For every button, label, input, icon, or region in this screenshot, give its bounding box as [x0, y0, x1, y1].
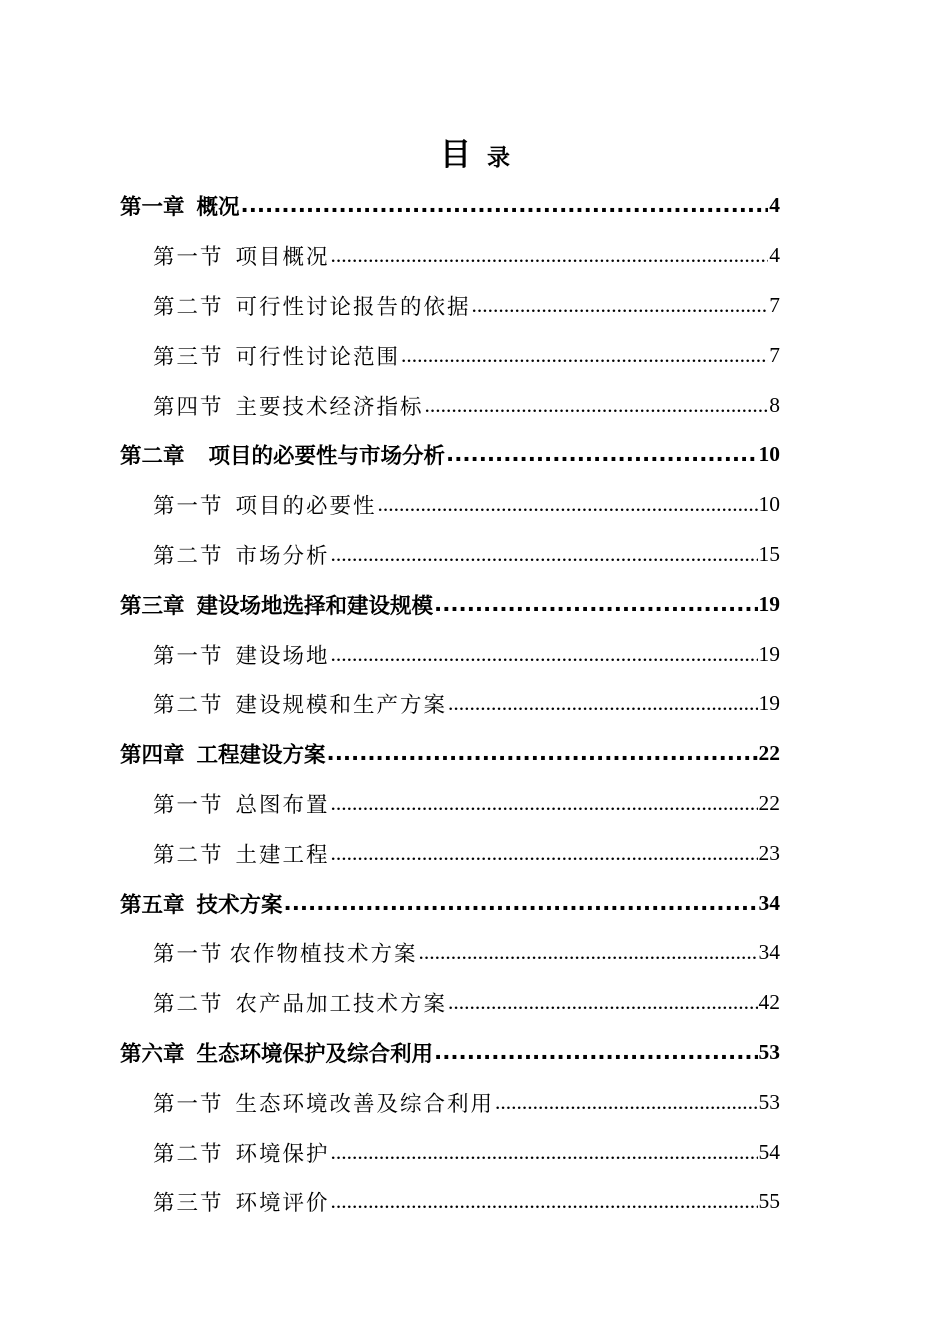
toc-heading-sub: 录 — [487, 145, 510, 171]
toc-entry-label — [153, 688, 447, 719]
toc-entry-title: 建设场地选择和建设规模 — [196, 593, 434, 619]
toc-page-number: 7 — [769, 292, 780, 317]
toc-dot-leader — [419, 940, 758, 965]
toc-dot-leader — [327, 741, 758, 766]
toc-chapter-entry[interactable] — [120, 878, 780, 928]
toc-entry-label — [153, 1186, 330, 1217]
toc-entry-label — [153, 240, 330, 271]
toc-entry-number: 第一节 — [153, 792, 224, 818]
toc-chapter-entry[interactable] — [120, 579, 780, 629]
toc-entry-title: 工程建设方案 — [196, 743, 326, 769]
toc-entry-label — [120, 1037, 433, 1068]
toc-section-entry[interactable] — [153, 1127, 780, 1177]
toc-entry-title: 环境评价 — [235, 1191, 330, 1217]
toc-entry-title: 市场分析 — [235, 543, 330, 569]
toc-entry-number: 第二节 — [153, 842, 224, 868]
toc-section-entry[interactable] — [153, 629, 780, 679]
toc-page-number: 8 — [769, 392, 780, 417]
toc-entry-label — [120, 888, 283, 919]
toc-entry-number: 第三章 — [120, 593, 185, 619]
toc-entry-label — [120, 190, 240, 221]
toc-entry-label — [153, 1087, 494, 1118]
toc-entry-number: 第五章 — [120, 892, 185, 918]
toc-section-entry[interactable] — [153, 281, 780, 331]
toc-entry-title: 项目的必要性与市场分析 — [208, 444, 446, 470]
toc-dot-leader — [284, 891, 758, 916]
toc-chapter-entry[interactable] — [120, 1028, 780, 1078]
toc-entry-number: 第二节 — [153, 294, 224, 320]
toc-page-number: 10 — [758, 492, 780, 517]
toc-dot-leader — [331, 791, 758, 816]
toc-entry-number: 第二节 — [153, 543, 224, 569]
toc-page-number: 22 — [758, 741, 780, 766]
toc-entry-label — [153, 788, 330, 819]
toc-page-number: 19 — [758, 591, 780, 616]
toc-section-entry[interactable] — [153, 679, 780, 729]
toc-entry-number: 第六章 — [120, 1041, 185, 1067]
toc-entry-title: 土建工程 — [235, 842, 330, 868]
toc-section-entry[interactable] — [153, 779, 780, 829]
toc-page-number: 15 — [758, 541, 780, 566]
toc-entry-number: 第三节 — [153, 1191, 224, 1217]
toc-entry-number: 第四章 — [120, 743, 185, 769]
toc-entry-number: 第一节 — [153, 245, 224, 271]
toc-section-entry[interactable] — [153, 231, 780, 281]
toc-section-entry[interactable] — [153, 330, 780, 380]
toc-page-number: 53 — [758, 1039, 780, 1064]
toc-entry-title: 项目的必要性 — [235, 494, 377, 520]
toc-entry-title: 总图布置 — [235, 792, 330, 818]
toc-dot-leader — [331, 841, 758, 866]
toc-entry-title: 主要技术经济指标 — [235, 394, 424, 420]
toc-entry-number: 第三节 — [153, 344, 224, 370]
toc-dot-leader — [434, 1040, 757, 1065]
toc-dot-leader — [331, 1140, 758, 1165]
toc-dot-leader — [378, 492, 758, 517]
toc-section-entry[interactable] — [153, 380, 780, 430]
toc-page-number: 7 — [769, 342, 780, 367]
toc-heading-main: 目 — [440, 137, 471, 173]
toc-section-entry[interactable] — [153, 1077, 780, 1127]
toc-page-number: 23 — [758, 840, 780, 865]
toc-page-number: 22 — [758, 790, 780, 815]
toc-dot-leader — [241, 193, 769, 218]
toc-entry-label — [120, 439, 445, 470]
toc-page-number: 19 — [758, 691, 780, 716]
toc-section-entry[interactable] — [153, 828, 780, 878]
toc-entry-label — [153, 987, 447, 1018]
toc-entry-label — [153, 340, 400, 371]
toc-section-entry[interactable] — [153, 978, 780, 1028]
toc-entry-number: 第二节 — [153, 693, 224, 719]
toc-dot-leader — [331, 1189, 758, 1214]
toc-section-entry[interactable] — [153, 1177, 780, 1227]
toc-page-number: 19 — [758, 641, 780, 666]
toc-entry-number: 第一章 — [120, 195, 185, 221]
toc-entry-title: 项目概况 — [235, 245, 330, 271]
toc-dot-leader — [331, 243, 769, 268]
toc-page-number: 53 — [758, 1089, 780, 1114]
toc-chapter-entry[interactable] — [120, 430, 780, 480]
toc-entry-title: 技术方案 — [196, 892, 283, 918]
toc-entry-number: 第四节 — [153, 394, 224, 420]
toc-entry-title: 生态环境改善及综合利用 — [235, 1091, 495, 1117]
toc-entry-number: 第二章 — [120, 444, 185, 470]
toc-entry-title: 概况 — [196, 195, 240, 221]
toc-page-number: 4 — [769, 193, 780, 218]
toc-entry-label — [153, 290, 471, 321]
toc-dot-leader — [448, 990, 757, 1015]
toc-page-number: 54 — [758, 1139, 780, 1164]
toc-entry-label — [153, 390, 424, 421]
toc-entry-number: 第一节 — [153, 643, 224, 669]
toc-dot-leader — [448, 691, 757, 716]
toc-dot-leader — [425, 393, 769, 418]
toc-page-number: 55 — [758, 1189, 780, 1214]
toc-entry-label — [153, 1137, 330, 1168]
toc-entry-title: 环境保护 — [235, 1141, 330, 1167]
toc-entry-title: 农作物植技术方案 — [229, 942, 418, 968]
toc-entry-title: 可行性讨论范围 — [235, 344, 401, 370]
toc-entry-label — [153, 489, 377, 520]
toc-page-number: 42 — [758, 990, 780, 1015]
toc-dot-leader — [446, 442, 757, 467]
toc-list — [0, 181, 950, 1227]
toc-entry-number: 第一节 — [153, 942, 224, 968]
toc-entry-title: 可行性讨论报告的依据 — [235, 294, 471, 320]
toc-heading — [0, 130, 950, 180]
toc-dot-leader — [495, 1090, 757, 1115]
toc-section-entry[interactable] — [153, 530, 780, 580]
toc-page-number: 10 — [758, 442, 780, 467]
toc-entry-label — [153, 539, 330, 570]
toc-entry-label — [153, 639, 330, 670]
toc-page-number: 34 — [758, 940, 780, 965]
toc-dot-leader — [331, 542, 758, 567]
toc-page-number: 4 — [769, 243, 780, 268]
toc-entry-number: 第二节 — [153, 1141, 224, 1167]
toc-page-number: 34 — [758, 890, 780, 915]
toc-entry-label — [120, 589, 433, 620]
toc-entry-label — [153, 937, 418, 968]
toc-entry-number: 第二节 — [153, 992, 224, 1018]
toc-entry-number: 第一节 — [153, 1091, 224, 1117]
toc-dot-leader — [331, 642, 758, 667]
toc-entry-label — [153, 838, 330, 869]
toc-dot-leader — [472, 293, 769, 318]
toc-entry-number: 第一节 — [153, 494, 224, 520]
toc-chapter-entry[interactable] — [120, 181, 780, 231]
toc-chapter-entry[interactable] — [120, 729, 780, 779]
toc-dot-leader — [401, 343, 768, 368]
toc-entry-title: 生态环境保护及综合利用 — [196, 1041, 434, 1067]
toc-section-entry[interactable] — [153, 928, 780, 978]
toc-section-entry[interactable] — [153, 480, 780, 530]
toc-entry-title: 建设场地 — [235, 643, 330, 669]
toc-entry-title: 建设规模和生产方案 — [235, 693, 448, 719]
toc-entry-title: 农产品加工技术方案 — [235, 992, 448, 1018]
toc-entry-label — [120, 738, 326, 769]
toc-dot-leader — [434, 592, 757, 617]
